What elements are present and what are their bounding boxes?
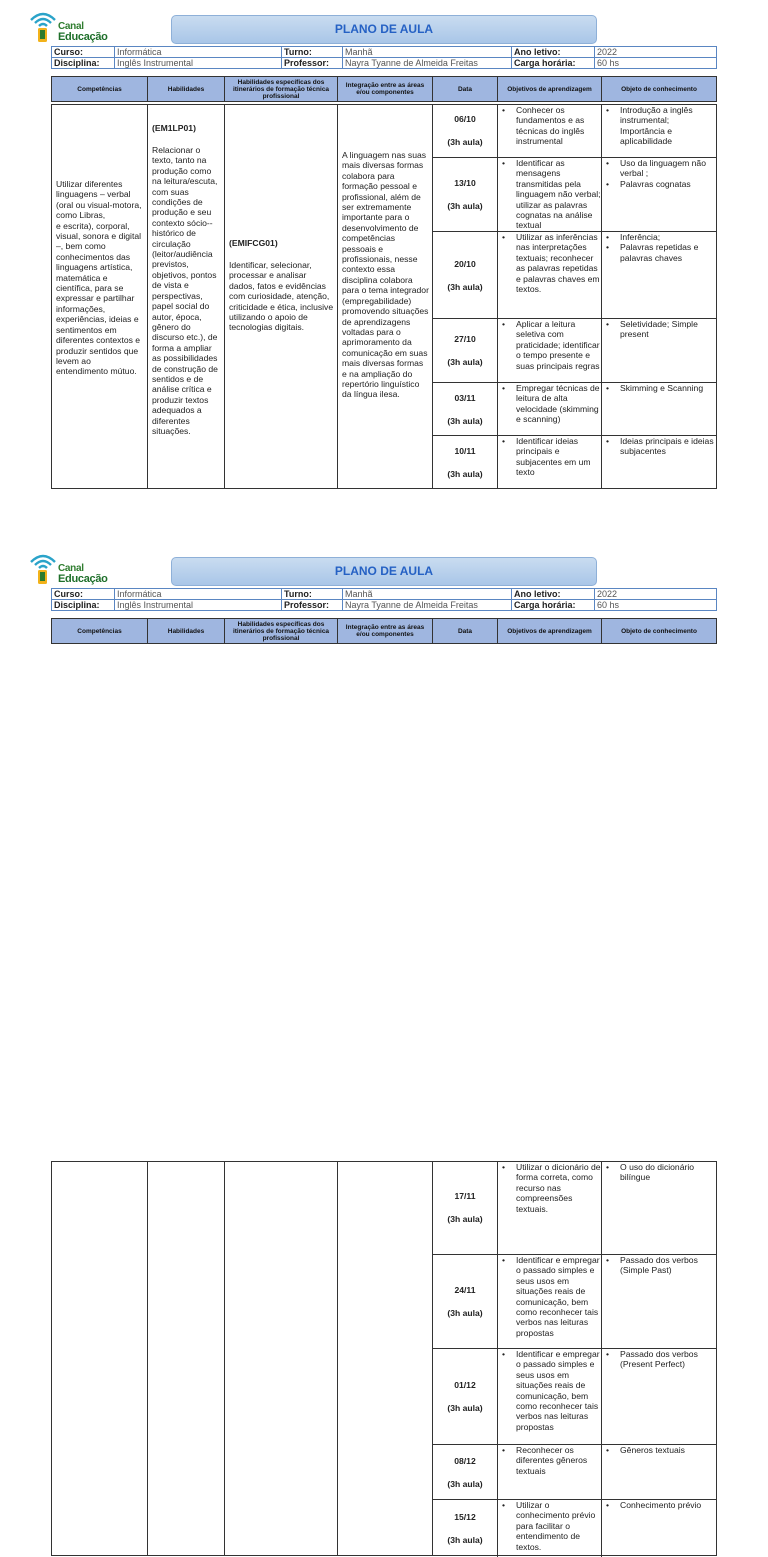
page-title: PLANO DE AULA <box>171 557 597 586</box>
integracao-text: A linguagem nas suas mais diversas formas colabora para formação pessoal e profissional, além de ser extremamente importante para o desenvolvimento de competências pessoais e profissionais, nesse contexto essa disciplina colabora para o tema integrador (empregabilidade) promovendo situações de aprendizagens voltadas para o aprimoramento da comunicação em suas mais diversas formas e na ampliação do repertório linguístico da língua ilesa. <box>342 150 429 400</box>
header-objeto: Objeto de conhecimento <box>621 85 697 93</box>
date-cell <box>433 158 498 231</box>
habilidades-code-text: (EM1LP01) <box>152 123 196 133</box>
habilidades-code <box>152 123 221 133</box>
professor-value: Nayra Tyanne de Almeida Freitas <box>343 58 512 69</box>
date-text: 15/12 <box>454 1512 476 1522</box>
plan-table <box>51 1161 717 1556</box>
turno-label: Turno: <box>282 589 343 600</box>
hours-text: (3h aula) <box>447 281 483 292</box>
objetivos-list <box>498 105 601 147</box>
professor-value: Nayra Tyanne de Almeida Freitas <box>343 600 512 611</box>
ano-value: 2022 <box>595 47 717 58</box>
ano-value: 2022 <box>595 589 717 600</box>
logo-line-2: Educação <box>58 31 108 43</box>
curso-value: Informática <box>115 47 282 58</box>
date-text: 06/10 <box>454 114 476 124</box>
objetivos-cell <box>498 1349 602 1444</box>
date-text: 01/12 <box>454 1380 476 1390</box>
objetivo-item: • Utilizar as inferências nas interpretações textuais; reconhecer as palavras repetidas e palavras chaves em textos. <box>498 232 601 294</box>
conteudo-item: • Uso da linguagem não verbal ; <box>602 158 716 179</box>
table-row <box>433 1499 716 1557</box>
date-cell <box>433 383 498 435</box>
lesson-plan-page-1 <box>0 0 768 500</box>
objetivos-list <box>498 383 601 425</box>
hours-text: (3h aula) <box>447 357 483 367</box>
disciplina-label: Disciplina: <box>52 58 115 69</box>
ano-label: Ano letivo: <box>512 589 595 600</box>
disciplina-value: Inglês Instrumental <box>115 58 282 69</box>
carga-label: Carga horária: <box>512 58 595 69</box>
objetivos-cell <box>498 1255 602 1348</box>
carga-value: 60 hs <box>595 58 717 69</box>
objetivos-list <box>498 1255 601 1338</box>
date-cell <box>433 105 498 157</box>
date-text: 08/12 <box>454 1455 476 1466</box>
objetivo-item: • Identificar e empregar o passado simples e seus usos em situações reais de comunicação, bem como reconhecer tais verbos nas leituras propostas <box>498 1349 601 1432</box>
turno-value: Manhã <box>343 47 512 58</box>
conteudo-cell <box>602 1349 716 1444</box>
table-row <box>433 435 716 489</box>
table-row <box>433 231 716 318</box>
conteudo-list <box>602 1162 716 1183</box>
header-data: Data <box>433 77 498 101</box>
professor-label: Professor: <box>282 600 343 611</box>
conteudo-list <box>602 436 716 457</box>
conteudo-item: • Seletividade; Simple present <box>602 319 716 340</box>
date-cell <box>433 436 498 489</box>
conteudo-item: • Passado dos verbos (Present Perfect) <box>602 1349 716 1370</box>
date-cell <box>433 319 498 382</box>
table-row <box>433 318 716 382</box>
objetivos-list <box>498 232 601 294</box>
date-cell <box>433 1500 498 1557</box>
date-text: 20/10 <box>454 258 476 269</box>
conteudo-cell <box>602 105 716 157</box>
ano-label: Ano letivo: <box>512 47 595 58</box>
table-row <box>433 157 716 231</box>
conteudo-list <box>602 232 716 263</box>
itinerario-code: (EMIFCG01) <box>229 238 278 248</box>
canal-educacao-logo <box>28 550 118 590</box>
objetivos-list <box>498 436 601 478</box>
table-header <box>51 76 717 102</box>
itinerario-text: Identificar, selecionar, processar e analisar dados, fatos e evidências com curiosidade, atenção, criticidade e ética, inclusive utilizando o apoio de tecnologias digitais. <box>229 260 334 333</box>
objetivos-cell <box>498 1500 602 1557</box>
conteudo-cell <box>602 1445 716 1499</box>
objetivos-cell <box>498 1445 602 1499</box>
carga-label: Carga horária: <box>512 600 595 611</box>
turno-value: Manhã <box>343 589 512 600</box>
hours-text: (3h aula) <box>447 415 483 426</box>
page-title: PLANO DE AULA <box>171 15 597 44</box>
competencias-cell <box>52 105 148 488</box>
conteudo-cell <box>602 319 716 382</box>
date-cell <box>433 1445 498 1499</box>
curso-label: Curso: <box>52 47 115 58</box>
conteudo-list <box>602 1500 716 1510</box>
hours-text: (3h aula) <box>447 1308 483 1318</box>
conteudo-cell <box>602 232 716 318</box>
objetivo-item: • Utilizar o conhecimento prévio para facilitar o entendimento de textos. <box>498 1500 601 1552</box>
conteudo-item: • Skimming e Scanning <box>602 383 716 393</box>
conteudo-item: • Palavras repetidas e palavras chaves <box>602 242 716 263</box>
table-row <box>433 1444 716 1499</box>
objetivos-cell <box>498 232 602 318</box>
conteudo-cell <box>602 1162 716 1254</box>
header-integracao: Integração entre as áreas e/ou componentes <box>338 619 433 643</box>
objetivos-list <box>498 1500 601 1552</box>
logo-line-2: Educação <box>58 573 108 585</box>
header-competencias: Competências <box>52 619 148 643</box>
itinerario-cell <box>225 105 338 488</box>
date-text: 24/11 <box>454 1285 476 1295</box>
header-integracao: Integração entre as áreas e/ou componentes <box>338 77 433 101</box>
objetivo-item: • Identificar ideias principais e subjacentes em um texto <box>498 436 601 478</box>
turno-label: Turno: <box>282 47 343 58</box>
date-cell <box>433 232 498 318</box>
objetivos-list <box>498 158 601 231</box>
header-objeto: Objeto de conhecimento <box>621 627 697 635</box>
objetivos-cell <box>498 105 602 157</box>
integracao-cell <box>338 1162 433 1555</box>
objetivos-list <box>498 1162 601 1214</box>
conteudo-list <box>602 1349 716 1370</box>
hours-text: (3h aula) <box>447 201 483 211</box>
header-objetivos: Objetivos de aprendizagem <box>498 77 602 101</box>
conteudo-list <box>602 383 716 393</box>
objetivo-item: • Conhecer os fundamentos e as técnicas do inglês instrumental <box>498 105 601 147</box>
competencias-text: Utilizar diferentes linguagens – verbal (oral ou visual-motora, como Libras, e escrita), corporal, visual, sonora e digital –, bem como conhecimentos das linguagens artística, matemática e científica, para se expressar e partilhar informações, experiências, ideias e sentimentos em diferentes contextos e produzir sentidos que levem ao entendimento mútuo. <box>56 179 142 377</box>
objetivos-cell <box>498 319 602 382</box>
curso-label: Curso: <box>52 589 115 600</box>
conteudo-cell <box>602 158 716 231</box>
professor-label: Professor: <box>282 58 343 69</box>
curso-value: Informática <box>115 589 282 600</box>
table-row <box>433 1162 716 1254</box>
date-text: 17/11 <box>454 1191 476 1201</box>
objetivo-item: • Identificar e empregar o passado simples e seus usos em situações reais de comunicação, bem como reconhecer tais verbos nas leituras propostas <box>498 1255 601 1338</box>
habilidades-cell <box>148 1162 225 1555</box>
conteudo-list <box>602 1255 716 1276</box>
objetivos-cell <box>498 436 602 489</box>
objetivos-list <box>498 319 601 371</box>
plan-table <box>51 104 717 489</box>
date-text: 13/10 <box>454 178 476 188</box>
competencias-cell <box>52 1162 148 1555</box>
table-row <box>433 1348 716 1444</box>
conteudo-list <box>602 319 716 340</box>
objetivos-list <box>498 1349 601 1432</box>
conteudo-item: • Palavras cognatas <box>602 179 716 189</box>
habilidades-cell <box>148 105 225 488</box>
header-objetivos: Objetivos de aprendizagem <box>498 619 602 643</box>
date-cell <box>433 1255 498 1348</box>
info-table <box>51 588 717 611</box>
header-habilidades: Habilidades <box>148 619 225 643</box>
hours-text: (3h aula) <box>447 1478 483 1489</box>
hours-text: (3h aula) <box>447 137 483 147</box>
logo-line-1: Canal <box>58 563 84 574</box>
conteudo-cell <box>602 436 716 489</box>
conteudo-item: • Gêneros textuais <box>602 1445 716 1455</box>
table-row <box>433 105 716 157</box>
objetivo-item: • Identificar as mensagens transmitidas pela linguagem não verbal; utilizar as palavras cognatas na análise textual <box>498 158 601 231</box>
objetivo-item: • Empregar técnicas de leitura de alta velocidade (skimming e scanning) <box>498 383 601 425</box>
objetivos-cell <box>498 158 602 231</box>
conteudo-cell <box>602 1500 716 1557</box>
conteudo-list <box>602 1445 716 1455</box>
hours-text: (3h aula) <box>447 469 483 479</box>
conteudo-item: • O uso do dicionário bilíngue <box>602 1162 716 1183</box>
conteudo-item: • Inferência; <box>602 232 716 242</box>
conteudo-list <box>602 105 716 147</box>
table-row <box>433 1254 716 1348</box>
date-text: 10/11 <box>454 446 476 456</box>
logo-line-1: Canal <box>58 21 84 32</box>
table-row <box>433 382 716 435</box>
table-header <box>51 618 717 644</box>
header-competencias: Competências <box>52 77 148 101</box>
wifi-signal-icon <box>28 8 58 46</box>
conteudo-item: • Introdução a inglês instrumental; Importância e aplicabilidade <box>602 105 716 147</box>
info-table <box>51 46 717 69</box>
date-text: 03/11 <box>454 392 476 403</box>
hours-text: (3h aula) <box>447 1214 483 1224</box>
date-cell <box>433 1162 498 1254</box>
hours-text: (3h aula) <box>447 1403 483 1413</box>
objetivos-list <box>498 1445 601 1476</box>
disciplina-value: Inglês Instrumental <box>115 600 282 611</box>
header-data: Data <box>433 619 498 643</box>
canal-educacao-logo <box>28 8 118 48</box>
wifi-signal-icon <box>28 550 58 588</box>
conteudo-item: • Ideias principais e ideias subjacentes <box>602 436 716 457</box>
hours-text: (3h aula) <box>447 1535 483 1545</box>
conteudo-cell <box>602 383 716 435</box>
habilidades-text: Relacionar o texto, tanto na produção como na leitura/escuta, com suas condições de produção e seu contexto sócio--histórico de circulação (leitor/audiência previstos, objetivos, pontos de vista e perspectivas, papel social do autor, época, gênero do discurso etc.), de forma a ampliar as possibilidades de construção de sentidos e de análise crítica e produzir textos adequados a diferentes situações. <box>152 145 218 436</box>
objetivo-item: • Utilizar o dicionário de forma correta, como recurso nas compreensões textuais. <box>498 1162 601 1214</box>
date-text: 27/10 <box>454 334 476 344</box>
date-cell <box>433 1349 498 1444</box>
disciplina-label: Disciplina: <box>52 600 115 611</box>
objetivos-cell <box>498 383 602 435</box>
objetivo-item: • Reconhecer os diferentes gêneros textuais <box>498 1445 601 1476</box>
lesson-plan-page-2 <box>0 542 768 1552</box>
header-itinerarios: Habilidades específicas dos itinerários de formação técnica profissional <box>225 619 338 643</box>
carga-value: 60 hs <box>595 600 717 611</box>
integracao-cell <box>338 105 433 488</box>
objetivo-item: • Aplicar a leitura seletiva com praticidade; identificar o tempo presente e suas principais regras <box>498 319 601 371</box>
itinerario-cell <box>225 1162 338 1555</box>
conteudo-cell <box>602 1255 716 1348</box>
header-itinerarios: Habilidades específicas dos itinerários de formação técnica profissional <box>225 77 338 101</box>
header-habilidades: Habilidades <box>148 77 225 101</box>
conteudo-list <box>602 158 716 189</box>
objetivos-cell <box>498 1162 602 1254</box>
conteudo-item: • Passado dos verbos (Simple Past) <box>602 1255 716 1276</box>
conteudo-item: • Conhecimento prévio <box>602 1500 716 1510</box>
